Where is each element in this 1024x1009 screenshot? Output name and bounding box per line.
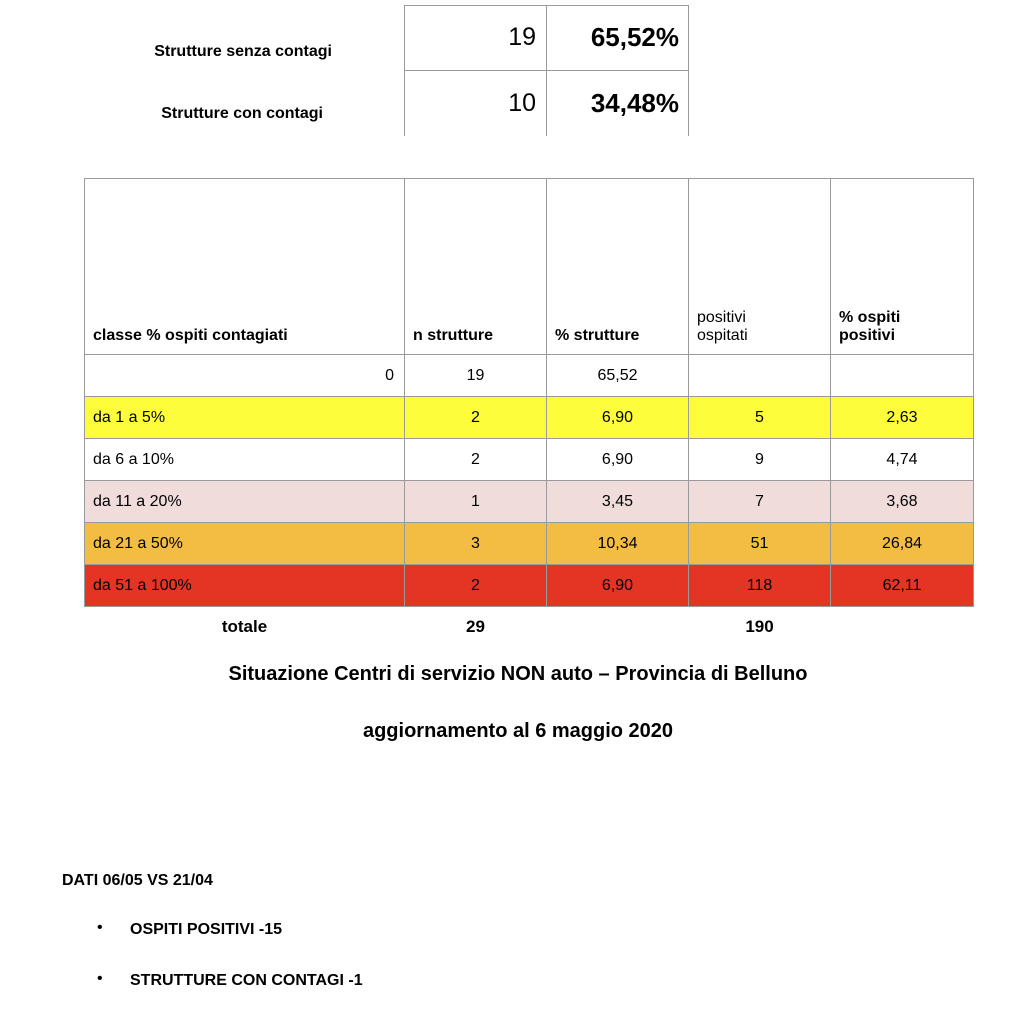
row-pct-ospiti: [831, 355, 974, 397]
row-pct: 65,52: [547, 355, 689, 397]
header-classe: classe % ospiti contagiati: [85, 179, 405, 355]
header-pct-ospiti-line2: positivi: [839, 327, 896, 344]
table-row: [85, 481, 974, 523]
row-pct: 3,45: [547, 481, 689, 523]
table-header-row: [85, 179, 974, 355]
row-pct: 10,34: [547, 523, 689, 565]
row-pct: 6,90: [547, 397, 689, 439]
row-classe: da 21 a 50%: [85, 523, 405, 565]
row-positivi: 9: [689, 439, 831, 481]
totals-empty: [547, 607, 689, 648]
totals-empty-2: [831, 607, 974, 648]
row-n: 2: [405, 439, 547, 481]
summary-count-senza: 19: [508, 23, 536, 51]
totals-n: 29: [466, 617, 485, 636]
totals-row: [85, 607, 974, 648]
row-positivi: [689, 355, 831, 397]
row-classe: da 51 a 100%: [85, 565, 405, 607]
row-n: 2: [405, 565, 547, 607]
bullet-dot-icon: •: [97, 919, 103, 936]
header-pct-strutture: % strutture: [547, 179, 689, 355]
row-classe: da 1 a 5%: [85, 397, 405, 439]
row-classe: 0: [85, 355, 405, 397]
row-pct-ospiti: 3,68: [831, 481, 974, 523]
summary-label-senza: Strutture senza contagi: [154, 43, 332, 60]
header-pct-ospiti: [831, 179, 974, 355]
row-n: 2: [405, 397, 547, 439]
summary-label-con: Strutture con contagi: [161, 105, 323, 122]
row-positivi: 51: [689, 523, 831, 565]
row-pct-ospiti: 26,84: [831, 523, 974, 565]
row-pct-ospiti: 2,63: [831, 397, 974, 439]
header-n-strutture: n strutture: [405, 179, 547, 355]
table-row: [85, 439, 974, 481]
table-row: [85, 523, 974, 565]
caption-date: aggiornamento al 6 maggio 2020: [362, 720, 674, 742]
summary-count-con: 10: [508, 89, 536, 117]
row-positivi: 7: [689, 481, 831, 523]
header-positivi-line1: positivi: [697, 309, 746, 326]
note-bullet-ospiti: OSPITI POSITIVI -15: [130, 921, 283, 938]
row-classe: da 11 a 20%: [85, 481, 405, 523]
header-pct-ospiti-line1: % ospiti: [839, 309, 901, 326]
header-positivi: [689, 179, 831, 355]
table-row: [85, 397, 974, 439]
summary-pct-con: 34,48%: [590, 88, 679, 118]
row-pct: 6,90: [547, 439, 689, 481]
summary-pct-senza: 65,52%: [590, 22, 679, 52]
table-row: [85, 355, 974, 397]
row-n: 3: [405, 523, 547, 565]
row-positivi: 5: [689, 397, 831, 439]
note-bullet-strutture: STRUTTURE CON CONTAGI -1: [130, 972, 363, 989]
row-pct-ospiti: 4,74: [831, 439, 974, 481]
bullet-dot-icon: •: [97, 970, 103, 987]
table-row: [85, 565, 974, 607]
row-positivi: 118: [689, 565, 831, 607]
notes-title: DATI 06/05 VS 21/04: [62, 872, 213, 889]
row-pct: 6,90: [547, 565, 689, 607]
summary-table: [404, 5, 689, 136]
totals-positivi: 190: [745, 617, 774, 636]
totals-label: totale: [221, 617, 268, 636]
row-pct-ospiti: 62,11: [831, 565, 974, 607]
header-positivi-line2: ospitati: [697, 327, 748, 344]
row-n: 19: [405, 355, 547, 397]
row-n: 1: [405, 481, 547, 523]
row-classe: da 6 a 10%: [85, 439, 405, 481]
caption-title: Situazione Centri di servizio NON auto – Provincia di Belluno: [228, 663, 808, 685]
classes-table: [84, 178, 974, 647]
